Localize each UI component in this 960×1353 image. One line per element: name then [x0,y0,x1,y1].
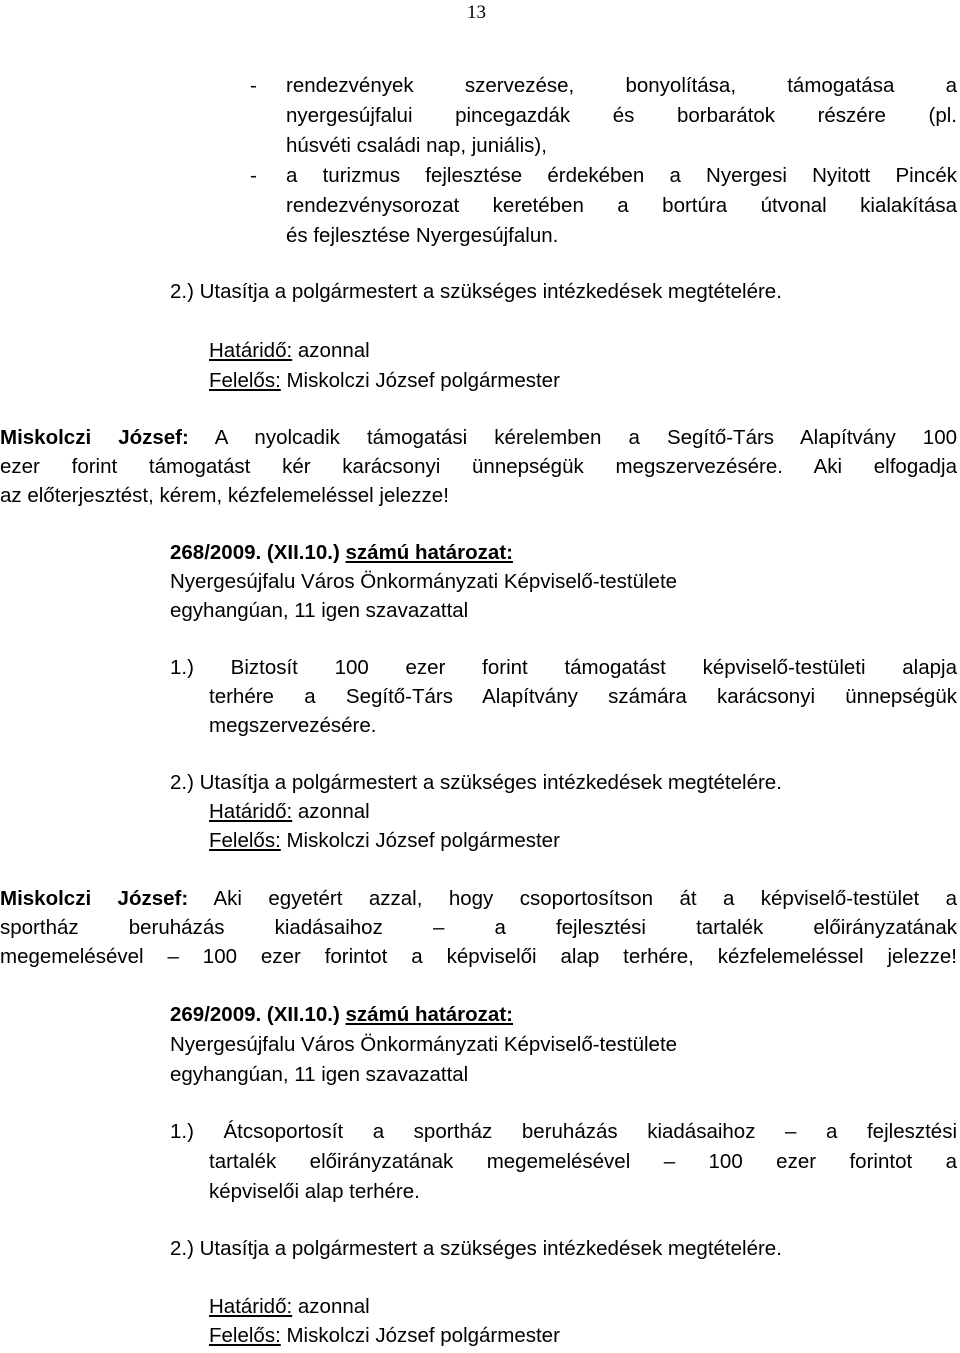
speaker-name: Miskolczi József: [0,426,189,449]
resolution-269-point-2: 2.) Utasítja a polgármestert a szükséges intézkedések megtételére. [170,1237,782,1260]
list-item-1-line-1: rendezvények szervezése, bonyolítása, támogatása a [286,74,957,97]
resolution-269-point-1-line-3: képviselői alap terhére. [209,1180,420,1203]
list-item-1-line-2: nyergesújfalui pincegazdák és borbarátok részére (pl. [286,104,957,127]
resolution-title: számú határozat: [345,541,513,564]
resolution-269-heading [170,1003,513,1027]
list-item-2-line-1: a turizmus fejlesztése érdekében a Nyergesi Nyitott Pincék [286,164,957,187]
resolution-number: 268/2009. (XII.10.) [170,541,340,564]
responsible-value: Miskolczi József polgármester [286,829,560,852]
responsible-value: Miskolczi József polgármester [286,369,560,392]
responsible-value: Miskolczi József polgármester [286,1324,560,1347]
deadline-value: azonnal [297,800,370,823]
speech-text: A nyolcadik támogatási kérelemben a Segítő-Társ Alapítvány 100 [214,426,957,449]
resolution-268-vote: egyhangúan, 11 igen szavazattal [170,599,469,622]
responsible-label: Felelős: [209,829,281,852]
speech-text: Aki egyetért azzal, hogy csoportosítson át a képviselő-testület a [213,887,957,910]
list-item-2-line-2: rendezvénysorozat keretében a bortúra útvonal kialakítása [286,194,957,217]
resolution-269-body: Nyergesújfalu Város Önkormányzati Képviselő-testülete [170,1033,678,1056]
responsible-line [209,829,560,853]
deadline-label: Határidő: [209,1295,293,1318]
list-dash: - [250,164,257,187]
resolution-269-point-1-line-2: tartalék előirányzatának megemelésével – 100 ezer forintot a [209,1150,957,1173]
responsible-line [209,1324,560,1348]
list-item-2-line-3: és fejlesztése Nyergesújfalun. [286,224,559,247]
speech-1-line-2: ezer forint támogatást kér karácsonyi ünnepségük megszervezésére. Aki elfogadja [0,455,957,478]
resolution-269-vote: egyhangúan, 11 igen szavazattal [170,1063,469,1086]
resolution-title: számú határozat: [345,1003,513,1026]
resolution-268-point-1-line-3: megszervezésére. [209,714,377,737]
responsible-label: Felelős: [209,1324,281,1347]
resolution-268-heading [170,541,513,565]
deadline-value: azonnal [297,339,370,362]
resolution-number: 269/2009. (XII.10.) [170,1003,340,1026]
page-number: 13 [467,2,486,23]
deadline-label: Határidő: [209,800,293,823]
responsible-label: Felelős: [209,369,281,392]
resolution-268-point-1-line-2: terhére a Segítő-Társ Alapítvány számára karácsonyi ünnepségük [209,685,957,708]
deadline-label: Határidő: [209,339,293,362]
speech-2-line-2: sportház beruházás kiadásaihoz – a fejlesztési tartalék előirányzatának [0,916,957,939]
list-dash: - [250,74,257,97]
deadline-line [209,1295,370,1319]
resolution-268-point-1-line-1: 1.) Biztosít 100 ezer forint támogatást képviselő-testületi alapja [170,656,957,679]
resolution-268-point-2: 2.) Utasítja a polgármestert a szükséges intézkedések megtételére. [170,771,782,794]
speech-2-line-3: megemelésével – 100 ezer forintot a képviselői alap terhére, kézfelemeléssel jelezze! [0,945,957,968]
resolution-268-body: Nyergesújfalu Város Önkormányzati Képviselő-testülete [170,570,678,593]
speech-2-line-1 [0,887,957,911]
resolution-269-point-1-line-1: 1.) Átcsoportosít a sportház beruházás kiadásaihoz – a fejlesztési [170,1120,957,1143]
speech-1-line-3: az előterjesztést, kérem, kézfelemeléssel jelezze! [0,484,449,507]
deadline-line [209,800,370,824]
speech-1-line-1 [0,426,957,450]
speaker-name: Miskolczi József: [0,887,189,910]
deadline-value: azonnal [297,1295,370,1318]
list-item-1-line-3: húsvéti családi nap, juniális), [286,134,547,157]
responsible-line [209,369,560,393]
instruction-point-2: 2.) Utasítja a polgármestert a szükséges intézkedések megtételére. [170,280,782,303]
deadline-line [209,339,370,363]
